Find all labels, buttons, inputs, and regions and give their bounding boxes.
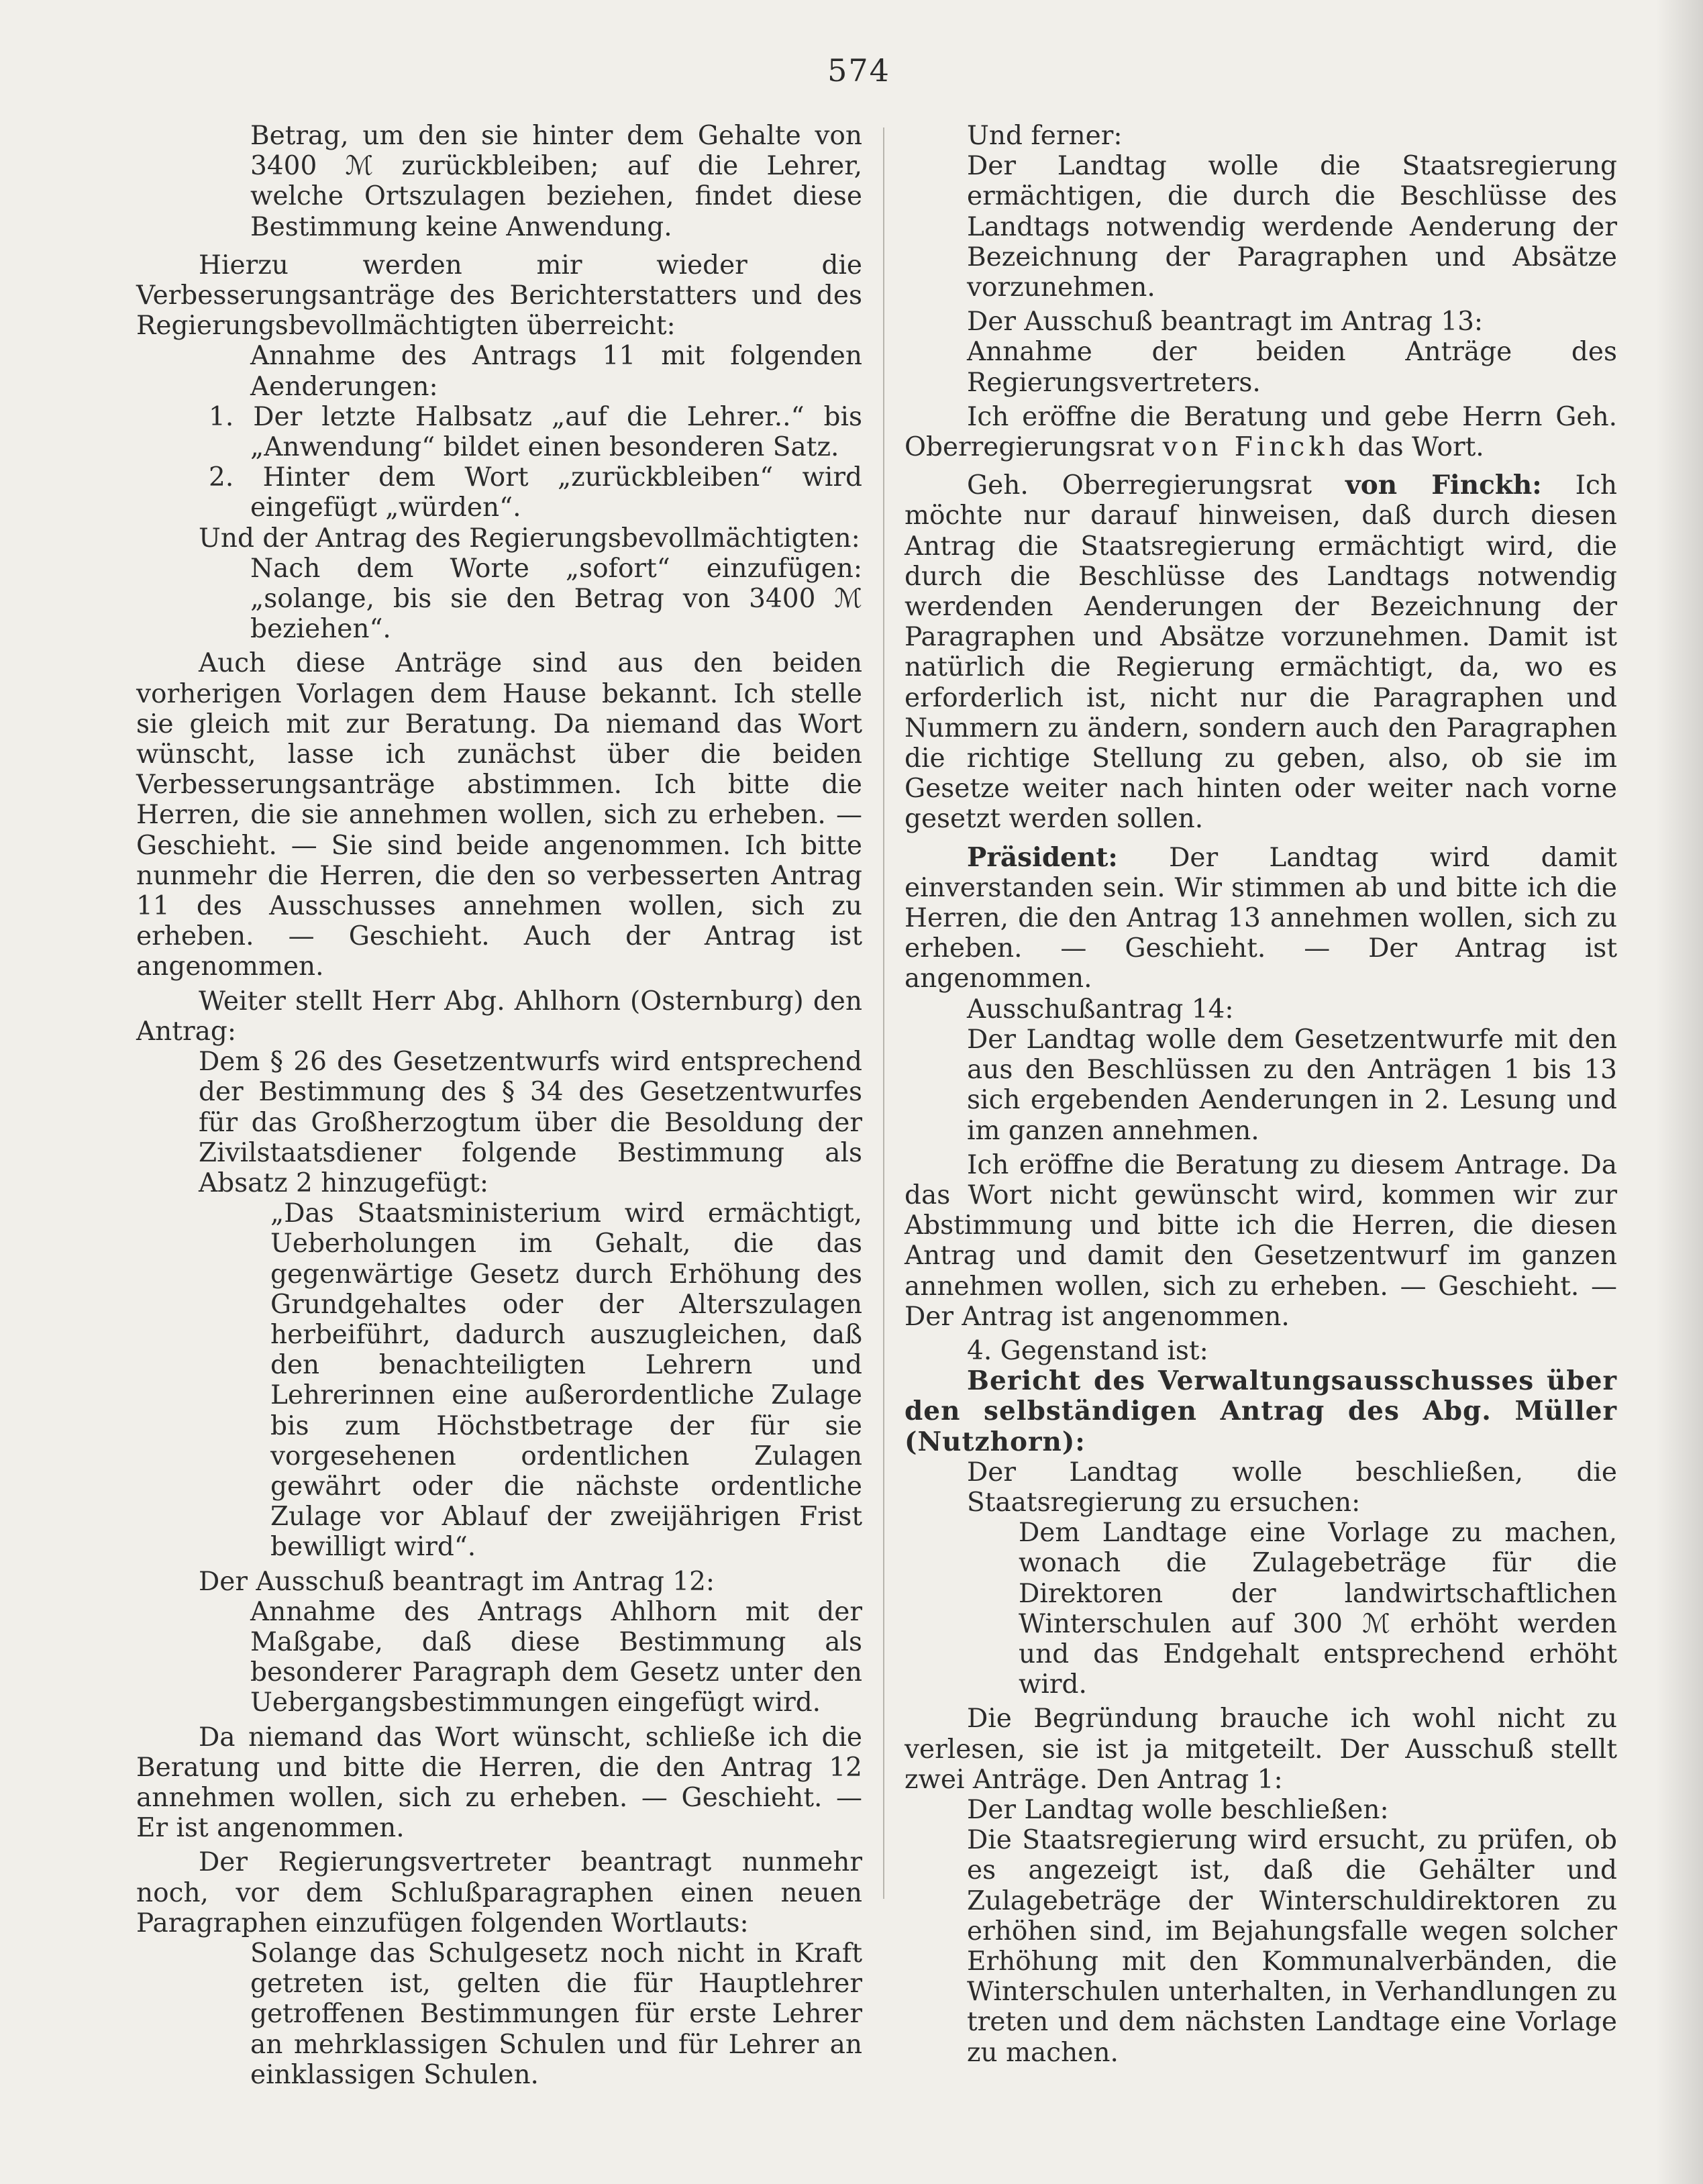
report-title: Bericht des Verwaltungsausschusses über den selbständigen Antrag des Abg. Müller (Nutzhorn): [905, 1365, 1617, 1457]
paragraph: Nach dem Worte „sofort“ einzufügen: „solange, bis sie den Betrag von 3400 ℳ beziehen“. [250, 553, 862, 645]
paragraph [905, 402, 1617, 462]
quote-block: Der Landtag wolle die Staatsregierung ermächtigen, die durch die Beschlüsse des Landtags notwendig werdende Aenderung der Bezeichnung der Paragraphen und Absätze vorzunehmen. [967, 151, 1617, 303]
quote-block: Der Landtag wolle beschließen, die Staatsregierung zu ersuchen: [967, 1457, 1617, 1518]
speaker-name: von Finckh: [1345, 470, 1542, 501]
text: Der Landtag wird damit einverstanden sein. Wir stimmen ab und bitte ich die Herren, die den Antrag 13 annehmen wollen, sich zu erheben. — Geschieht. — Der Antrag ist angenommen. [905, 842, 1617, 994]
text: Geh. Oberregierungsrat [967, 470, 1312, 501]
paragraph: Weiter stellt Herr Abg. Ahlhorn (Osternburg) den Antrag: [136, 986, 862, 1047]
quote-block: Annahme des Antrags Ahlhorn mit der Maßgabe, daß diese Bestimmung als besonderer Paragraph dem Gesetz unter den Uebergangsbestimmungen eingefügt wird. [250, 1596, 862, 1718]
paragraph: Der Regierungsvertreter beantragt nunmehr noch, vor dem Schlußparagraphen einen neuen Paragraphen einzufügen folgenden Wortlauts: [136, 1847, 862, 1938]
paragraph: Auch diese Anträge sind aus den beiden vorherigen Vorlagen dem Hause bekannt. Ich stelle sie gleich mit zur Beratung. Da niemand das Wort wünscht, lasse ich zunächst über die beiden Verbesserungsanträge abstimmen. Ich bitte die Herren, die sie annehmen wollen, sich zu erheben. — Geschieht. — Sie sind beide angenommen. Ich bitte nunmehr die Herren, die den so verbesserten Antrag 11 des Ausschusses annehmen wollen, sich zu erheben. — Geschieht. Auch der Antrag ist angenommen. [136, 648, 862, 982]
text: Ich möchte nur darauf hinweisen, daß durch diesen Antrag die Staatsregierung ermächtigt wird, die durch die Beschlüsse des Landtags notwendig werdenden Aenderungen der Bezeichnung der Paragraphen und Absätze vorzunehmen. Damit ist natürlich die Regierung ermächtigt, da, wo es erforderlich ist, nicht nur die Paragraphen und Nummern zu ändern, sondern auch den Paragraphen die richtige Stellung zu geben, also, ob sie im Gesetze weiter nach hinten oder weiter nach vorne gesetzt werden sollen. [905, 470, 1617, 835]
paragraph [905, 843, 1617, 994]
page-number: 574 [827, 52, 890, 89]
paragraph: Betrag, um den sie hinter dem Gehalte von 3400 ℳ zurückbleiben; auf die Lehrer, welche Ortszulagen beziehen, findet diese Bestimmung keine Anwendung. [250, 121, 862, 242]
quote-block: Annahme der beiden Anträge des Regierungsvertreters. [967, 337, 1617, 398]
paragraph: Der Landtag wolle beschließen: [967, 1794, 1389, 1825]
column-divider [883, 127, 884, 1899]
paragraph: Und ferner: [967, 121, 1123, 151]
list-item: 1. Der letzte Halbsatz „auf die Lehrer..“ bis „Anwendung“ bildet einen besonderen Satz. [209, 401, 862, 463]
paragraph [905, 470, 1617, 834]
text: Ich eröffne die Beratung und gebe Herrn Geh. Oberregierungsrat [905, 401, 1617, 463]
quote-block: „Das Staatsministerium wird ermächtigt, Ueberholungen im Gehalt, die das gegenwärtige Gesetz durch Erhöhung des Grundgehaltes oder der Alterszulagen herbeiführt, dadurch auszugleichen, daß den benachteiligten Lehrern und Lehrerinnen eine außerordentliche Zulage bis zum Höchstbetrage der für sie vorgesehenen ordentlichen Zulagen gewährt oder die nächste ordentliche Zulage vor Ablauf der zweijährigen Frist bewilligt wird“. [270, 1198, 862, 1563]
paragraph: Der Ausschuß beantragt im Antrag 12: [199, 1566, 715, 1597]
quote-block: Die Staatsregierung wird ersucht, zu prüfen, ob es angezeigt ist, daß die Gehälter und Zulagebeträge der Winterschuldirektoren zu erhöhen sind, im Bejahungsfalle wegen solcher Erhöhung mit den Kommunalverbänden, die Winterschulen unterhalten, in Verhandlungen zu treten und dem nächsten Landtage eine Vorlage zu machen. [967, 1825, 1617, 2068]
quote-block: Dem Landtage eine Vorlage zu machen, wonach die Zulagebeträge für die Direktoren der landwirtschaftlichen Winterschulen auf 300 ℳ erhöht werden und das Endgehalt entsprechend erhöht wird. [1019, 1518, 1617, 1700]
paragraph: Hierzu werden mir wieder die Verbesserungsanträge des Berichterstatters und des Regierungsbevollmächtigten überreicht: [136, 250, 862, 342]
speaker-name: Präsident: [967, 841, 1118, 873]
section-heading: 4. Gegenstand ist: [967, 1335, 1208, 1366]
page-edge-shadow [1656, 0, 1703, 2184]
paragraph: Die Begründung brauche ich wohl nicht zu verlesen, sie ist ja mitgeteilt. Der Ausschuß stellt zwei Anträge. Den Antrag 1: [905, 1704, 1617, 1795]
paragraph: Und der Antrag des Regierungsbevollmächtigten: [199, 523, 860, 554]
quote-block: Der Landtag wolle dem Gesetzentwurfe mit den aus den Beschlüssen zu den Anträgen 1 bis 13 sich ergebenden Aenderungen in 2. Lesung und im ganzen annehmen. [967, 1024, 1617, 1146]
paragraph: Da niemand das Wort wünscht, schließe ich die Beratung und bitte die Herren, die den Antrag 12 annehmen wollen, sich zu erheben. — Geschieht. — Er ist angenommen. [136, 1722, 862, 1844]
left-column [136, 121, 862, 2090]
text: das Wort. [1357, 432, 1484, 463]
paragraph: Ausschußantrag 14: [967, 994, 1234, 1025]
paragraph: Ich eröffne die Beratung zu diesem Antrage. Da das Wort nicht gewünscht wird, kommen wir zur Abstimmung und bitte ich die Herren, die diesen Antrag und damit den Gesetzentwurf im ganzen annehmen wollen, sich zu erheben. — Geschieht. — Der Antrag ist angenommen. [905, 1149, 1617, 1332]
quote-block: Solange das Schulgesetz noch nicht in Kraft getreten ist, gelten die für Hauptlehrer getroffenen Bestimmungen für erste Lehrer an mehrklassigen Schulen und für Lehrer an einklassigen Schulen. [250, 1938, 862, 2090]
quote-block: Dem § 26 des Gesetzentwurfs wird entsprechend der Bestimmung des § 34 des Gesetzentwurfes für das Großherzogtum über die Besoldung der Zivilstaatsdiener folgende Bestimmung als Absatz 2 hinzugefügt: [199, 1047, 862, 1198]
paragraph: Der Ausschuß beantragt im Antrag 13: [967, 307, 1484, 337]
speaker-name: von Finckh [1162, 432, 1350, 463]
right-column [905, 121, 1617, 2068]
list-item: 2. Hinter dem Wort „zurückbleiben“ wird eingefügt „würden“. [209, 462, 862, 523]
paragraph: Annahme des Antrags 11 mit folgenden Aenderungen: [250, 341, 862, 402]
